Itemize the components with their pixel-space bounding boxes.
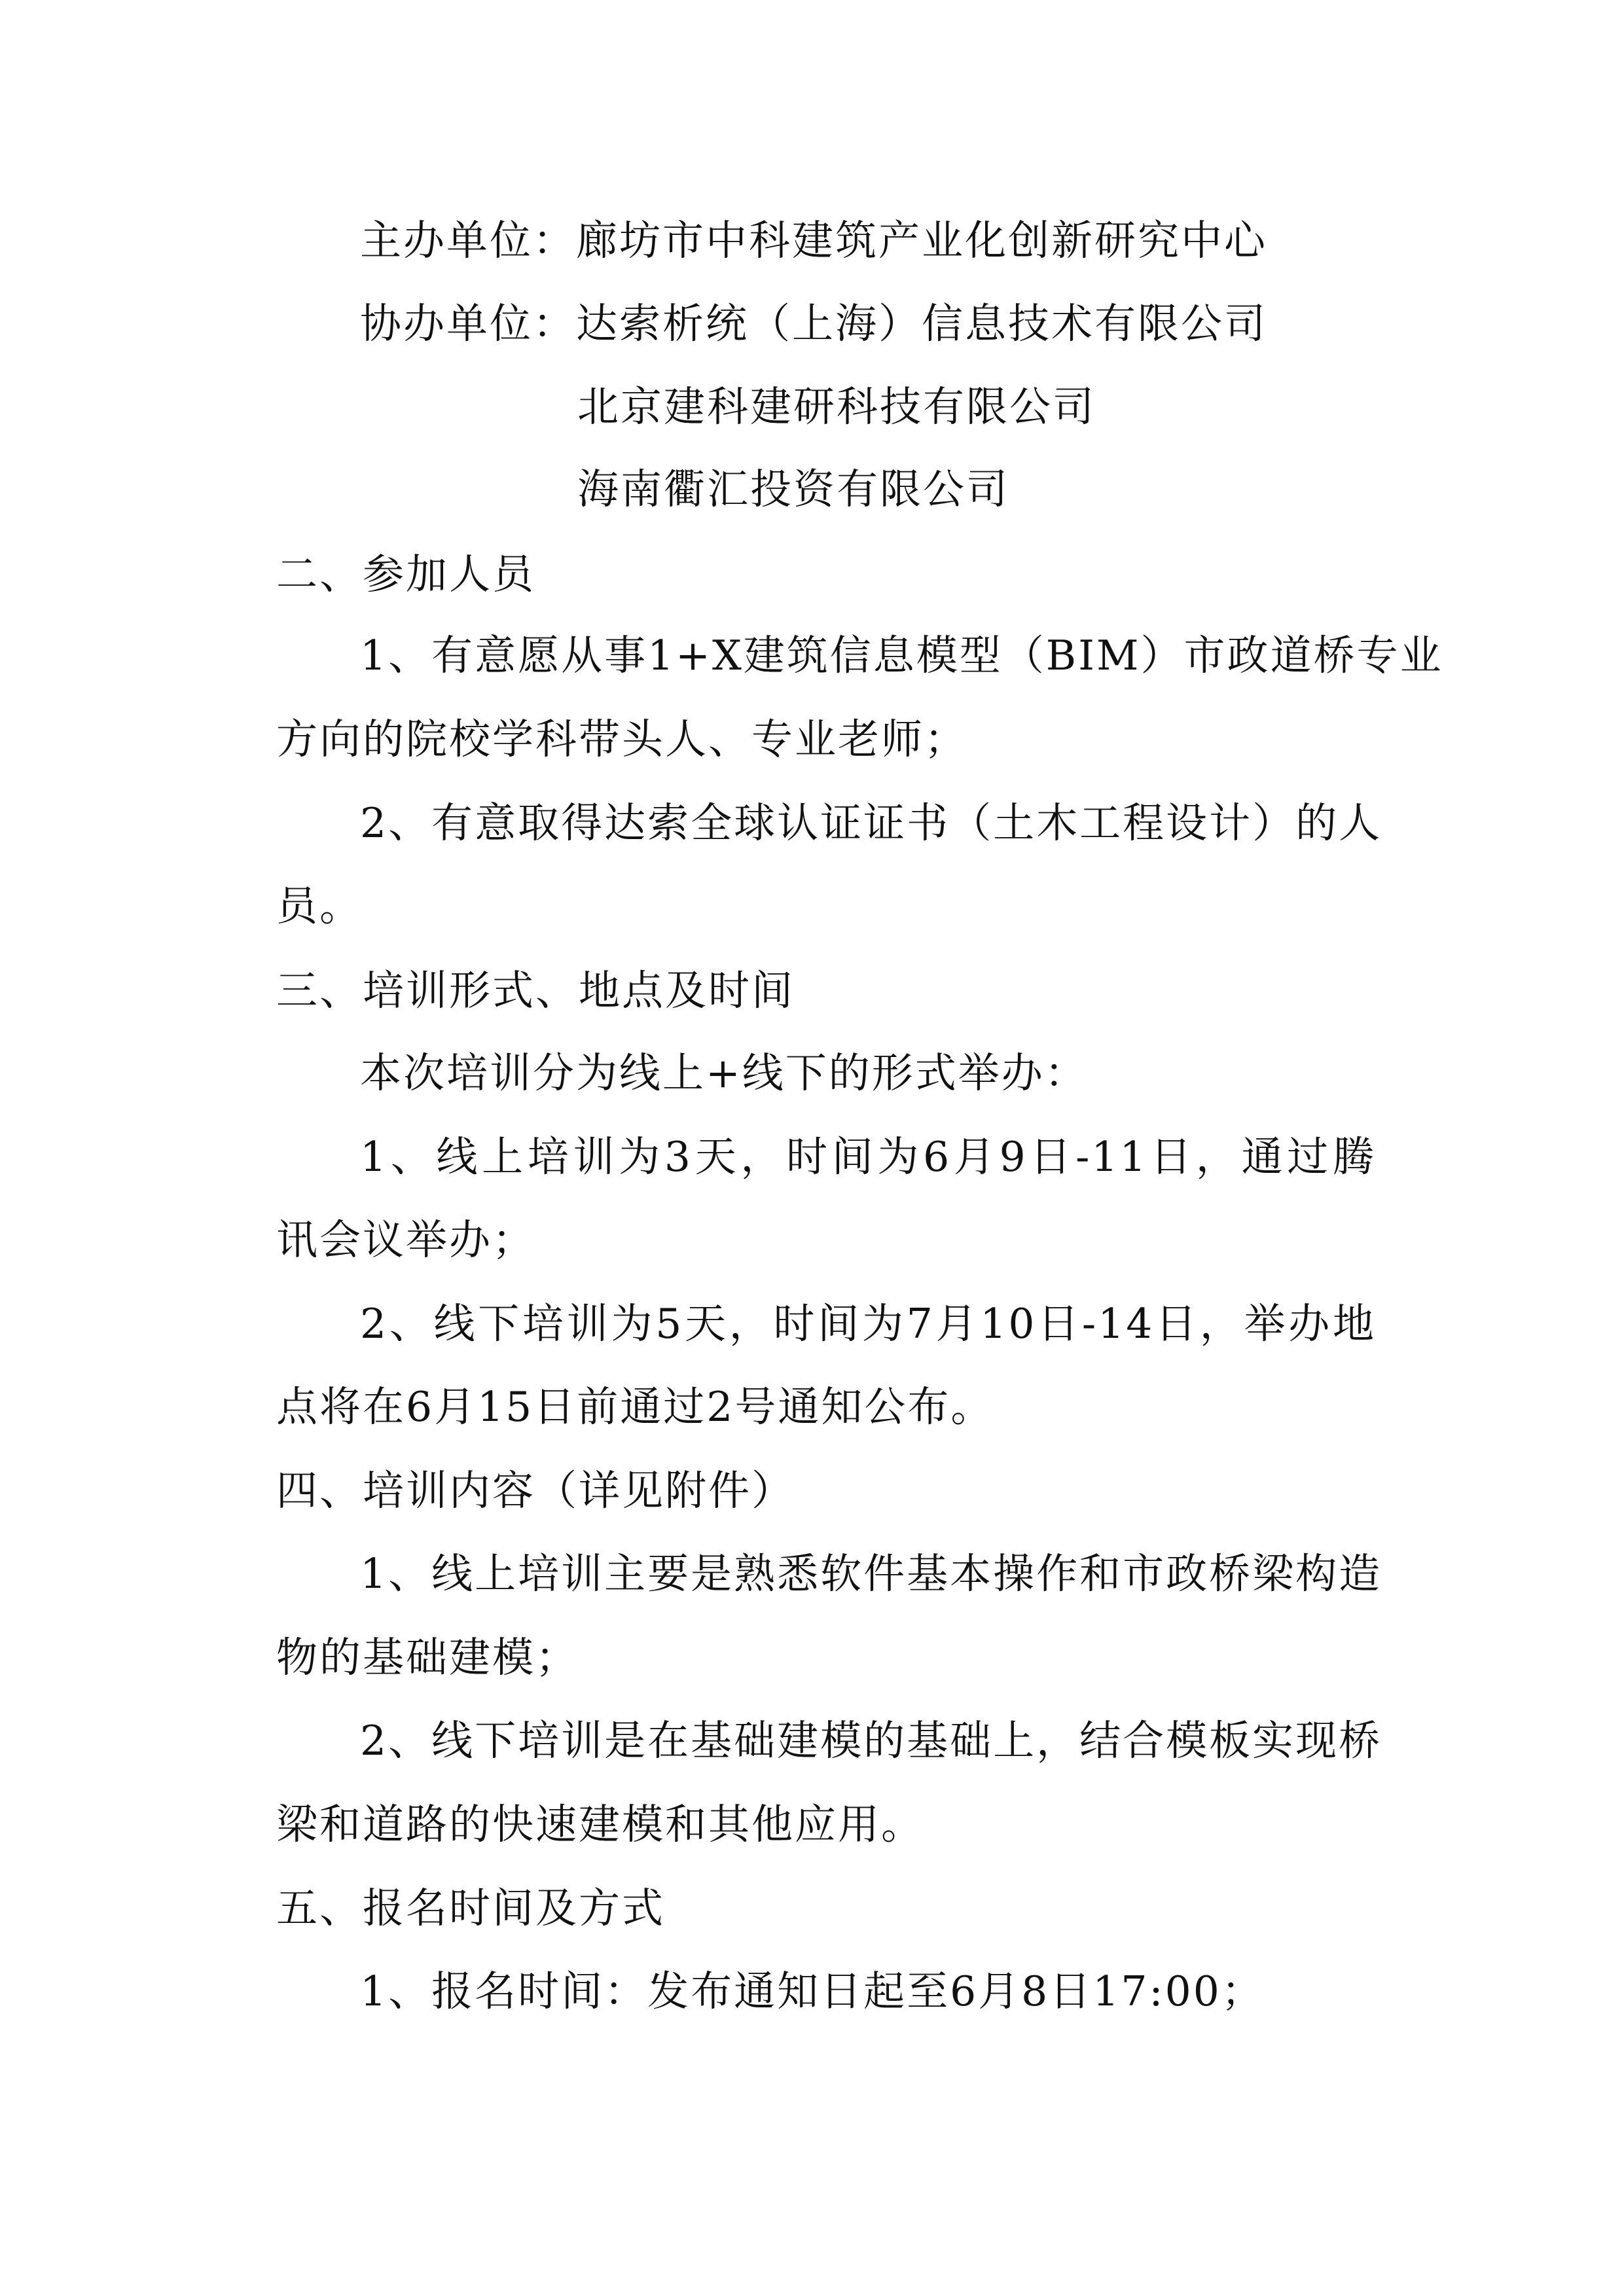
section-heading-content: 四、培训内容（详见附件） (276, 1467, 795, 1515)
format-item-2-line-2: 点将在6月15日前通过2号通知公布。 (276, 1383, 994, 1431)
co-organizer-line: 协办单位：达索析统（上海）信息技术有限公司 (360, 300, 1267, 348)
registration-item-1-line-1: 1、报名时间：发布通知日起至6月8日17:00； (360, 1967, 1265, 2015)
section-heading-registration: 五、报名时间及方式 (276, 1884, 665, 1932)
format-item-1-line-1: 1、线上培训为3天，时间为6月9日-11日，通过腾 (360, 1133, 1376, 1181)
format-intro-line: 本次培训分为线上+线下的形式举办： (360, 1049, 1088, 1097)
section-heading-participants: 二、参加人员 (276, 550, 535, 598)
participants-item-2-line-1: 2、有意取得达索全球认证证书（土木工程设计）的人 (360, 799, 1382, 847)
co-organizer-2-line: 北京建科建研科技有限公司 (577, 383, 1096, 431)
co-organizer-3-line: 海南衢汇投资有限公司 (577, 465, 1009, 513)
content-item-1-line-2: 物的基础建模； (276, 1634, 579, 1681)
content-item-1-line-1: 1、线上培训主要是熟悉软件基本操作和市政桥梁构造 (360, 1550, 1382, 1598)
format-item-2-line-1: 2、线下培训为5天，时间为7月10日-14日，举办地 (360, 1300, 1376, 1348)
organizer-line: 主办单位：廊坊市中科建筑产业化创新研究中心 (360, 217, 1267, 264)
participants-item-1-line-1: 1、有意愿从事1+X建筑信息模型（BIM）市政道桥专业 (360, 632, 1443, 679)
participants-item-2-line-2: 员。 (276, 882, 363, 930)
section-heading-format: 三、培训形式、地点及时间 (276, 967, 795, 1014)
content-item-2-line-2: 梁和道路的快速建模和其他应用。 (276, 1801, 924, 1848)
format-item-1-line-2: 讯会议举办； (276, 1216, 535, 1264)
content-item-2-line-1: 2、线下培训是在基础建模的基础上，结合模板实现桥 (360, 1717, 1382, 1765)
participants-item-1-line-2: 方向的院校学科带头人、专业老师； (276, 715, 967, 763)
